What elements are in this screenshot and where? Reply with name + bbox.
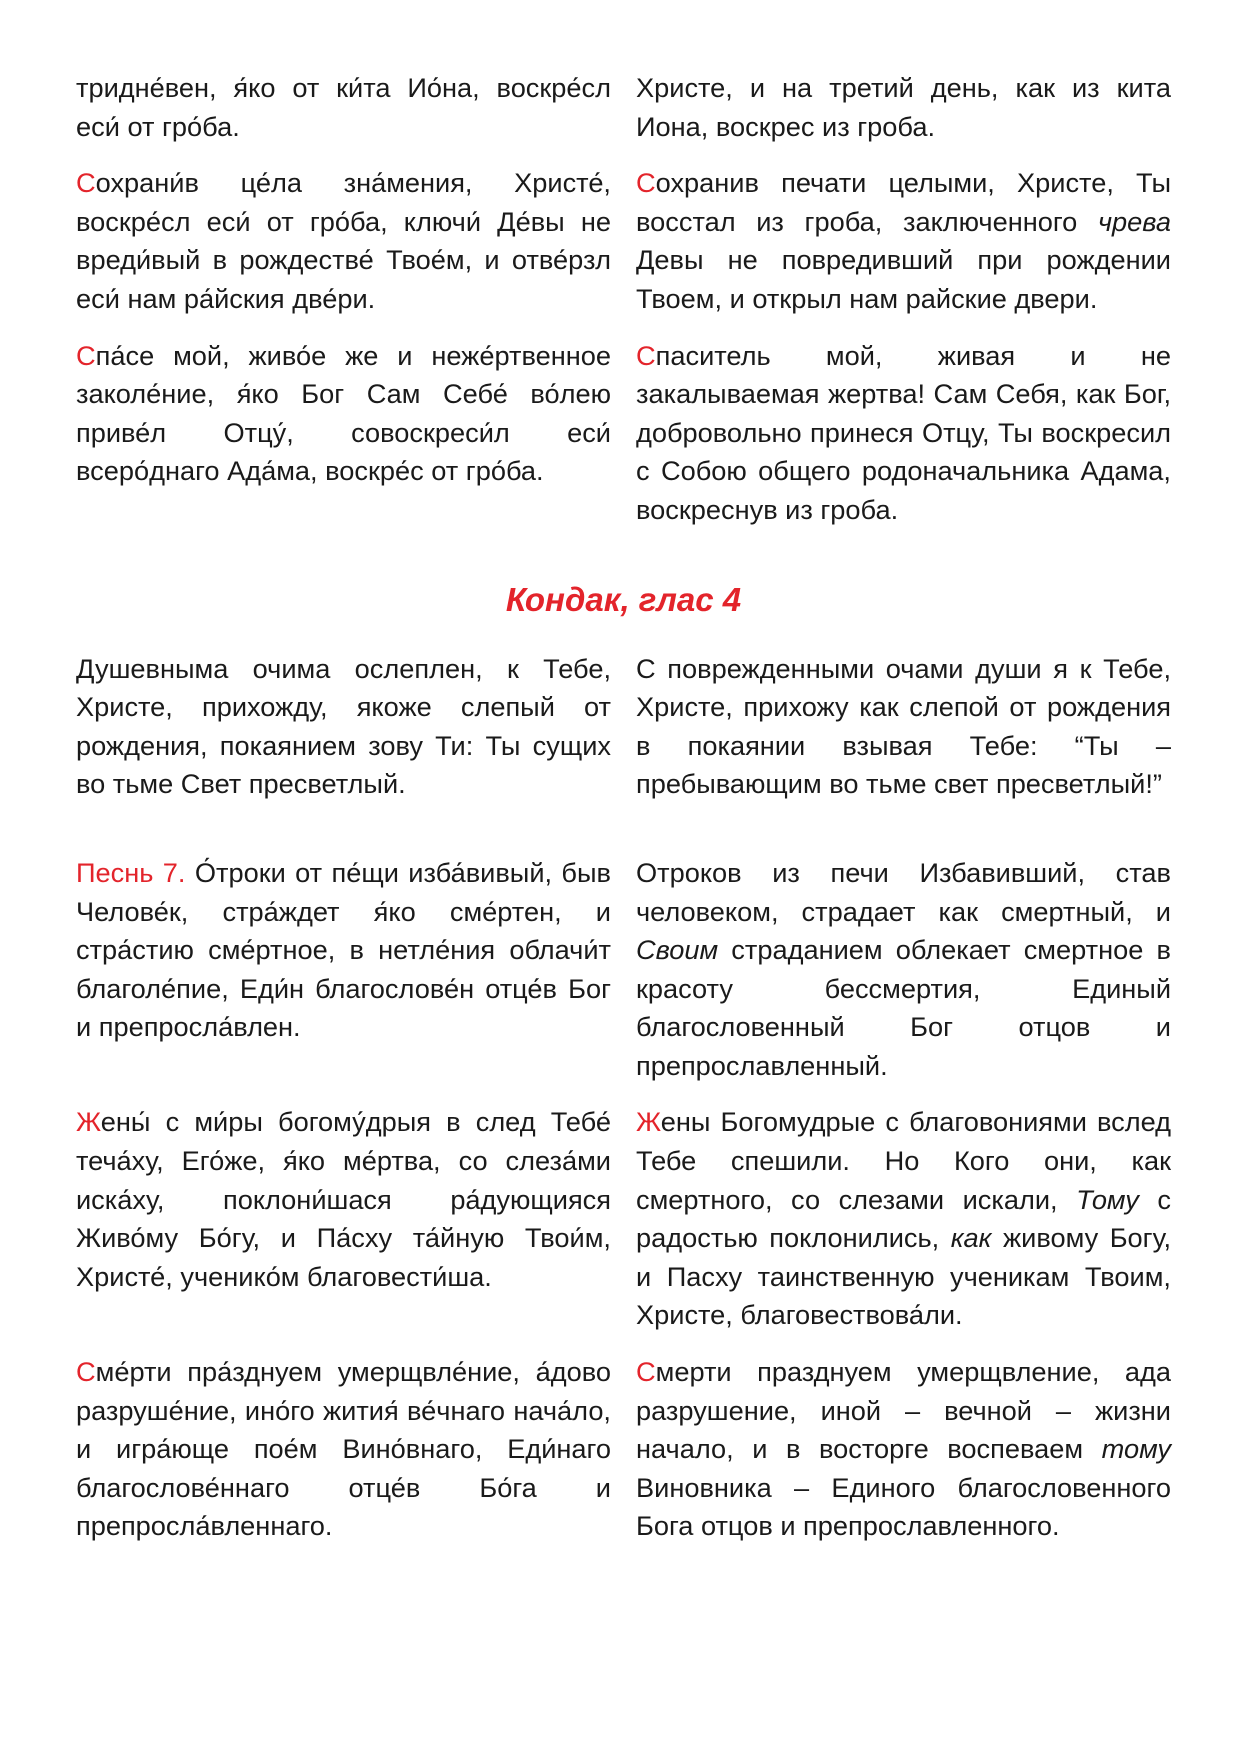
church-slavonic-text: тридне́вен, я́ко от ки́та Ио́на, воскре́сл еси́ от гро́ба. <box>76 72 611 142</box>
red-initial: Ж <box>76 1106 101 1138</box>
red-initial: С <box>76 167 96 199</box>
russian-translation: Сохранив печати целыми, Христе, Ты восстал из гроба, заключенного чрева Девы не повредивший при рождении Твоем, и открыл нам райские двери. <box>636 167 1171 314</box>
red-initial: С <box>636 339 656 371</box>
church-slavonic-text: Душевныма очима ослеплен, к Тебе, Христе, прихожду, якоже слепый от рождения, покаянием зову Ти: Ты сущих во тьме Свет пресветлый. <box>76 652 611 800</box>
verse-pair-6 <box>76 1103 1171 1335</box>
russian-translation: Жены Богомудрые с благовониями вслед Тебе спешили. Но Кого они, как смертного, со слезами искали, Тому с радостью поклонились, как живому Богу, и Пасху таинственную ученикам Твоим, Христе, благовествова́ли. <box>636 1106 1172 1331</box>
russian-translation: Смерти празднуем умерщвление, ада разрушение, иной – вечной – жизни начало, и в восторге воспеваем тому Виновника – Единого благословенного Бога отцов и препрославленного. <box>636 1356 1171 1542</box>
verse-pair-2 <box>76 164 1171 318</box>
church-slavonic-text: Жены́ с ми́ры богому́дрыя в след Тебе́ теча́ху, Его́же, я́ко ме́ртва, со слеза́ми иска́ху, поклони́шася ра́дующияся Живо́му Бо́гу, и Па́сху та́йную Твои́м, Христе́, ученико́м благовести́ша. <box>76 1106 611 1292</box>
section-heading: Кондак, глас 4 <box>505 580 742 618</box>
church-slavonic-text: Сме́рти пра́зднуем умерщвле́ние, а́дово разруше́ние, ино́го жития́ ве́чнаго нача́ло, и игра́юще пое́м Вино́внаго, Еди́наго благослове́ннаго отце́в Бо́га и препросла́вленнаго. <box>76 1356 611 1542</box>
church-slavonic-text: Сохрани́в це́ла зна́мения, Христе́, воскре́сл еси́ от гро́ба, ключи́ Де́вы не вреди́вый в рождестве́ Твое́м, и отве́рзл еси́ нам ра́йския две́ри. <box>76 167 611 314</box>
red-initial: С <box>636 167 656 199</box>
verse-pair-kontakion <box>76 650 1171 804</box>
red-initial: С <box>76 1356 96 1388</box>
church-slavonic-text: Спа́се мой, живо́е же и неже́ртвенное заколе́ние, я́ко Бог Сам Себе́ во́лею приве́л Отцу́, совоскреси́л еси́ всеро́днаго Ада́ма, воскре́с от гро́ба. <box>76 339 611 487</box>
verse-pair-3 <box>76 337 1171 530</box>
russian-translation: Отроков из печи Избавивший, став человеком, страдает как смертный, и Своим страданием облекает смертное в красоту бессмертия, Единый благословенный Бог отцов и препрославленный. <box>636 856 1171 1081</box>
document-page <box>76 69 1171 1546</box>
ode-label: Песнь 7. <box>76 856 186 888</box>
red-initial: Ж <box>636 1106 661 1138</box>
russian-translation: С поврежденными очами души я к Тебе, Христе, прихожу как слепой от рождения в покаянии взывая Тебе: “Ты – пребывающим во тьме свет пресветлый!” <box>636 652 1171 800</box>
russian-translation: Христе, и на третий день, как из кита Иона, воскрес из гроба. <box>636 72 1171 142</box>
red-initial: С <box>636 1356 656 1388</box>
russian-translation: Спаситель мой, живая и не закалываемая жертва! Сам Себя, как Бог, добровольно принеся Отцу, Ты воскресил с Собою общего родоначальника Адама, воскреснув из гроба. <box>636 339 1171 525</box>
verse-pair-1 <box>76 69 1171 146</box>
church-slavonic-text: Песнь 7. О́троки от пе́щи изба́вивый, быв Челове́к, стра́ждет я́ко сме́ртен, и стра́стию сме́ртное, в нетле́ния облачи́т благоле́пие, Еди́н благослове́н отце́в Бог и препросла́влен. <box>76 856 611 1043</box>
verse-pair-7 <box>76 1353 1171 1546</box>
verse-pair-ode-7 <box>76 854 1171 1086</box>
red-initial: С <box>76 339 96 371</box>
